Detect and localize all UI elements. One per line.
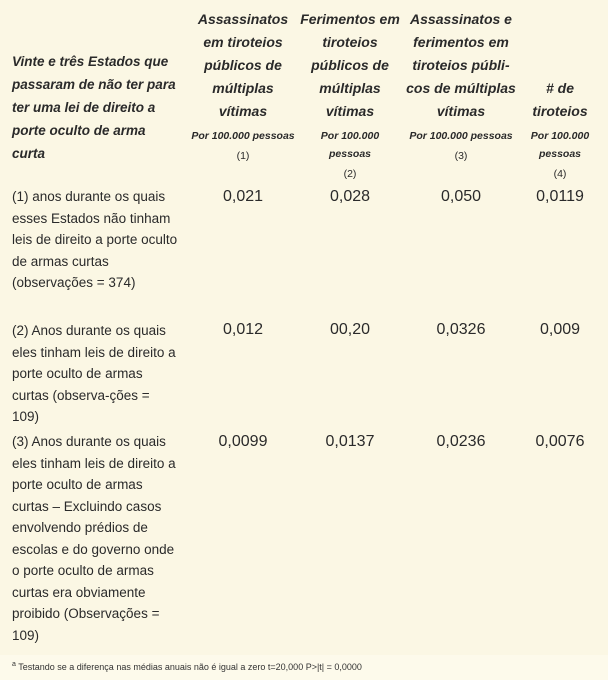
column-header-4 [518,77,602,183]
row3-value-col3: 0,0236 [436,433,486,450]
footnote-marker: a [12,661,16,668]
column-number: (4) [553,168,567,180]
column-title: Assassinatos em tiroteios públicos de múltiplas vítimas [197,11,289,119]
row-label-1: (1) anos durante os quais esses Estados não tinham leis de direito a porte oculto de armas curtas (observações = 374) [12,189,178,290]
column-unit: Por 100.000 pessoas [530,130,590,160]
column-title: # de tiroteios [532,80,588,119]
row1-value-col3: 0,050 [440,188,482,205]
row1-value-col4: 0,0119 [536,188,584,205]
row1-value-col2: 0,028 [329,188,371,205]
row2-value-col1: 0,012 [222,321,264,338]
row1-value-col1: 0,021 [222,188,264,205]
row2-value-col3: 0,0326 [436,321,486,338]
column-unit: Por 100.000 pessoas [191,130,295,142]
column-number: (1) [236,150,250,162]
column-header-1 [188,8,298,165]
stub-header: Vinte e três Estados que passaram de não ter para ter uma lei de direito a porte oculto de arma curta [12,54,176,161]
row3-value-col1: 0,0099 [218,433,268,450]
row2-value-col2: 00,20 [329,321,371,338]
row-label-3: (3) Anos durante os quais eles tinham leis de direito a porte oculto de armas curtas – Excluindo casos envolvendo prédios de escolas e do governo onde o porte oculto de armas curtas era obviamente proibido (Observações = 109) [12,434,176,643]
row3-value-col4: 0,0076 [535,433,585,450]
column-title: Assassinatos e ferimentos em tiroteios públi-cos de múltiplas vítimas [406,11,516,119]
row3-value-col2: 0,0137 [325,433,375,450]
column-header-2 [300,8,400,183]
column-unit: Por 100.000 pessoas [409,130,513,142]
row-label-2: (2) Anos durante os quais eles tinham leis de direito a porte oculto de armas curtas (observa-ções = 109) [12,323,176,424]
footnote-text: Testando se a diferença nas médias anuais não é igual a zero t=20,000 P>|t| = 0,0000 [18,662,362,672]
column-number: (2) [343,168,357,180]
row2-value-col4: 0,009 [539,321,581,338]
column-title: Ferimentos em tiroteios públicos de múltiplas vítimas [300,11,400,119]
column-unit: Por 100.000 pessoas [320,130,380,160]
footnote [12,661,602,672]
column-header-3 [406,8,516,165]
column-number: (3) [454,150,468,162]
